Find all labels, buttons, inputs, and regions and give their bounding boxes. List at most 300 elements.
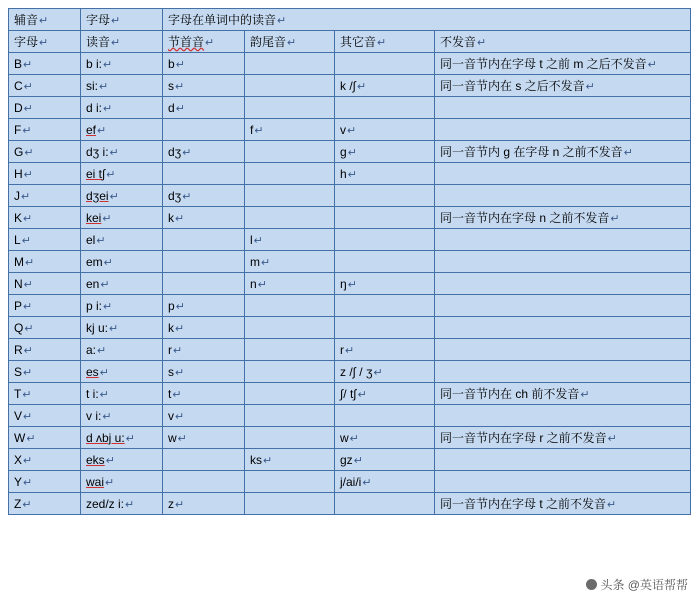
paragraph-mark-icon: ↵ <box>23 344 33 357</box>
cell-silent-rule-text: 同一音节内在字母 n 之前不发音 <box>440 211 610 225</box>
cell-letter-reading <box>81 471 163 493</box>
cell-final-sound <box>245 405 335 427</box>
paragraph-mark-icon: ↵ <box>610 213 620 225</box>
paragraph-mark-icon: ↵ <box>257 278 267 291</box>
cell-initial-sound <box>163 207 245 229</box>
cell-initial-sound-text: b <box>168 56 175 71</box>
cell-letter-reading-text: eks <box>86 452 105 467</box>
cell-letter-text: N <box>14 276 23 291</box>
cell-letter <box>9 449 81 471</box>
cell-silent-rule <box>435 405 691 427</box>
cell-initial-sound-text: t <box>168 386 172 401</box>
cell-letter <box>9 119 81 141</box>
toutiao-icon <box>586 579 597 590</box>
cell-letter-reading <box>81 119 163 141</box>
paragraph-mark-icon: ↵ <box>109 322 119 335</box>
table-row <box>9 53 691 75</box>
paragraph-mark-icon: ↵ <box>23 102 33 115</box>
cell-initial-sound-text: s <box>168 78 174 93</box>
cell-letter-text: C <box>14 78 23 93</box>
cell-other-sound-text: r <box>340 342 344 357</box>
cell-initial-sound-text: r <box>168 342 172 357</box>
header-cell-reading-line1 <box>81 9 163 31</box>
cell-final-sound-text: n <box>250 276 257 291</box>
paragraph-mark-icon: ↵ <box>261 256 271 269</box>
cell-other-sound <box>335 97 435 119</box>
paragraph-mark-icon: ↵ <box>580 389 590 401</box>
cell-letter-reading-text: em <box>86 254 103 269</box>
cell-other-sound <box>335 449 435 471</box>
cell-silent-rule-text: 同一音节内在 ch 前不发音 <box>440 387 580 401</box>
paragraph-mark-icon: ↵ <box>353 454 363 467</box>
cell-other-sound <box>335 141 435 163</box>
paragraph-mark-icon: ↵ <box>105 476 115 489</box>
cell-letter-text: S <box>14 364 23 379</box>
header-final-sound-text: 韵尾音 <box>250 35 287 49</box>
table-row <box>9 163 691 185</box>
paragraph-mark-icon: ↵ <box>99 366 109 379</box>
table-row <box>9 471 691 493</box>
cell-final-sound <box>245 471 335 493</box>
cell-silent-rule <box>435 317 691 339</box>
cell-letter <box>9 361 81 383</box>
paragraph-mark-icon: ↵ <box>25 256 35 269</box>
cell-letter-text: Z <box>14 496 22 511</box>
cell-letter-text: Y <box>14 474 23 489</box>
paragraph-mark-icon: ↵ <box>277 15 287 27</box>
header-other-sound-text: 其它音 <box>340 35 377 49</box>
cell-initial-sound-text: w <box>168 430 177 445</box>
cell-other-sound <box>335 53 435 75</box>
paragraph-mark-icon: ↵ <box>607 433 617 445</box>
cell-silent-rule <box>435 361 691 383</box>
cell-other-sound <box>335 185 435 207</box>
paragraph-mark-icon: ↵ <box>205 37 215 49</box>
cell-initial-sound <box>163 75 245 97</box>
table-row <box>9 119 691 141</box>
paragraph-mark-icon: ↵ <box>263 454 273 467</box>
cell-final-sound <box>245 229 335 251</box>
cell-letter-reading-text: el <box>86 232 96 247</box>
cell-letter <box>9 471 81 493</box>
header-letter-text-2: 字母 <box>14 35 39 49</box>
cell-initial-sound <box>163 273 245 295</box>
paragraph-mark-icon: ↵ <box>607 499 617 511</box>
cell-initial-sound-text: k <box>168 320 174 335</box>
paragraph-mark-icon: ↵ <box>97 124 107 137</box>
header-cell-letter-line2 <box>9 31 81 53</box>
cell-letter-reading-text: dʒ i: <box>86 144 109 159</box>
header-cell-initial-sound <box>163 31 245 53</box>
cell-letter-reading <box>81 361 163 383</box>
cell-other-sound-text: j/ai/i <box>340 474 362 489</box>
cell-final-sound <box>245 207 335 229</box>
paragraph-mark-icon: ↵ <box>623 147 633 159</box>
cell-silent-rule <box>435 449 691 471</box>
consonant-pronunciation-table <box>8 8 691 515</box>
cell-other-sound-text: w <box>340 430 349 445</box>
cell-other-sound-text: ∫/ t∫ <box>340 386 357 401</box>
table-header-row-1 <box>9 9 691 31</box>
cell-silent-rule <box>435 141 691 163</box>
cell-other-sound <box>335 273 435 295</box>
cell-letter-reading-text: ef <box>86 122 97 137</box>
cell-other-sound-text: k /∫ <box>340 78 356 93</box>
paragraph-mark-icon: ↵ <box>23 58 33 71</box>
cell-other-sound-text: ŋ <box>340 276 347 291</box>
cell-letter-text: H <box>14 166 23 181</box>
paragraph-mark-icon: ↵ <box>22 124 32 137</box>
paragraph-mark-icon: ↵ <box>24 146 34 159</box>
cell-letter-reading-text: si: <box>86 78 98 93</box>
table-row <box>9 185 691 207</box>
paragraph-mark-icon: ↵ <box>103 58 113 71</box>
table-row <box>9 207 691 229</box>
paragraph-mark-icon: ↵ <box>175 300 185 313</box>
cell-final-sound <box>245 273 335 295</box>
cell-letter-reading-text: wai <box>86 474 105 489</box>
table-row <box>9 449 691 471</box>
cell-silent-rule <box>435 427 691 449</box>
cell-initial-sound <box>163 119 245 141</box>
paragraph-mark-icon: ↵ <box>96 234 106 247</box>
cell-letter-reading-text: es <box>86 364 99 379</box>
cell-other-sound <box>335 229 435 251</box>
table-row <box>9 339 691 361</box>
cell-initial-sound-text: z <box>168 496 174 511</box>
paragraph-mark-icon: ↵ <box>254 124 264 137</box>
cell-initial-sound <box>163 383 245 405</box>
cell-letter <box>9 141 81 163</box>
paragraph-mark-icon: ↵ <box>175 322 185 335</box>
cell-final-sound <box>245 53 335 75</box>
paragraph-mark-icon: ↵ <box>97 344 107 357</box>
cell-letter <box>9 229 81 251</box>
paragraph-mark-icon: ↵ <box>182 190 192 203</box>
watermark <box>586 576 688 593</box>
cell-letter-text: J <box>14 188 20 203</box>
cell-silent-rule <box>435 295 691 317</box>
header-cell-silent <box>435 31 691 53</box>
cell-other-sound <box>335 493 435 515</box>
cell-initial-sound-text: dʒ <box>168 188 182 203</box>
paragraph-mark-icon: ↵ <box>125 432 135 445</box>
cell-other-sound-text: h <box>340 166 347 181</box>
cell-letter <box>9 427 81 449</box>
paragraph-mark-icon: ↵ <box>111 37 121 49</box>
cell-silent-rule <box>435 339 691 361</box>
cell-initial-sound-text: k <box>168 210 174 225</box>
header-cell-final-sound <box>245 31 335 53</box>
paragraph-mark-icon: ↵ <box>23 366 33 379</box>
cell-letter-reading <box>81 207 163 229</box>
paragraph-mark-icon: ↵ <box>182 146 192 159</box>
paragraph-mark-icon: ↵ <box>109 146 119 159</box>
cell-other-sound-text: v <box>340 122 346 137</box>
cell-silent-rule <box>435 229 691 251</box>
cell-final-sound <box>245 251 335 273</box>
paragraph-mark-icon: ↵ <box>347 278 357 291</box>
table-row <box>9 251 691 273</box>
table-row <box>9 295 691 317</box>
cell-letter <box>9 75 81 97</box>
paragraph-mark-icon: ↵ <box>647 59 657 71</box>
cell-silent-rule <box>435 493 691 515</box>
cell-letter-text: D <box>14 100 23 115</box>
paragraph-mark-icon: ↵ <box>23 476 33 489</box>
cell-other-sound <box>335 119 435 141</box>
table-body <box>9 53 691 515</box>
cell-initial-sound <box>163 295 245 317</box>
cell-letter-text: P <box>14 298 23 313</box>
cell-letter-reading <box>81 97 163 119</box>
cell-silent-rule <box>435 383 691 405</box>
paragraph-mark-icon: ↵ <box>373 366 383 379</box>
cell-letter-text: K <box>14 210 23 225</box>
paragraph-mark-icon: ↵ <box>103 102 113 115</box>
cell-final-sound-text: f <box>250 122 254 137</box>
cell-final-sound <box>245 449 335 471</box>
cell-silent-rule <box>435 185 691 207</box>
header-cell-reading-line2 <box>81 31 163 53</box>
paragraph-mark-icon: ↵ <box>23 410 33 423</box>
paragraph-mark-icon: ↵ <box>177 432 187 445</box>
cell-initial-sound <box>163 163 245 185</box>
cell-letter-reading-text: kei <box>86 210 102 225</box>
cell-initial-sound-text: v <box>168 408 174 423</box>
cell-letter <box>9 405 81 427</box>
cell-letter-reading <box>81 405 163 427</box>
header-letter-text-1: 辅音 <box>14 13 39 27</box>
cell-initial-sound-text: p <box>168 298 175 313</box>
cell-other-sound <box>335 163 435 185</box>
cell-final-sound <box>245 75 335 97</box>
watermark-text: 头条 @英语帮帮 <box>600 578 688 592</box>
cell-letter-text: G <box>14 144 24 159</box>
cell-final-sound <box>245 295 335 317</box>
cell-silent-rule <box>435 207 691 229</box>
cell-other-sound-text: gz <box>340 452 353 467</box>
paragraph-mark-icon: ↵ <box>23 300 33 313</box>
cell-letter-reading <box>81 141 163 163</box>
paragraph-mark-icon: ↵ <box>21 190 31 203</box>
paragraph-mark-icon: ↵ <box>111 15 121 27</box>
header-silent-text: 不发音 <box>440 35 477 49</box>
cell-letter <box>9 383 81 405</box>
paragraph-mark-icon: ↵ <box>23 454 33 467</box>
paragraph-mark-icon: ↵ <box>102 212 112 225</box>
cell-final-sound <box>245 361 335 383</box>
cell-silent-rule <box>435 119 691 141</box>
cell-final-sound <box>245 119 335 141</box>
paragraph-mark-icon: ↵ <box>24 322 34 335</box>
paragraph-mark-icon: ↵ <box>105 454 115 467</box>
cell-other-sound-text: z /∫ / ʒ <box>340 364 373 379</box>
paragraph-mark-icon: ↵ <box>356 80 367 93</box>
cell-letter-text: M <box>14 254 24 269</box>
cell-letter-text: W <box>14 430 26 445</box>
cell-letter <box>9 163 81 185</box>
cell-final-sound <box>245 383 335 405</box>
cell-letter-reading-text: t i: <box>86 386 99 401</box>
cell-letter <box>9 493 81 515</box>
cell-initial-sound <box>163 229 245 251</box>
cell-initial-sound <box>163 97 245 119</box>
header-cell-other-sound <box>335 31 435 53</box>
paragraph-mark-icon: ↵ <box>347 168 357 181</box>
cell-letter-reading <box>81 449 163 471</box>
cell-final-sound <box>245 163 335 185</box>
paragraph-mark-icon: ↵ <box>347 124 357 137</box>
cell-initial-sound-text: d <box>168 100 175 115</box>
cell-letter <box>9 207 81 229</box>
cell-other-sound <box>335 427 435 449</box>
paragraph-mark-icon: ↵ <box>100 278 110 291</box>
cell-silent-rule-text: 同一音节内 g 在字母 n 之前不发音 <box>440 145 623 159</box>
table-row <box>9 75 691 97</box>
cell-letter-reading <box>81 251 163 273</box>
cell-other-sound <box>335 251 435 273</box>
cell-final-sound <box>245 97 335 119</box>
cell-letter-reading <box>81 75 163 97</box>
paragraph-mark-icon: ↵ <box>39 37 49 49</box>
cell-letter-reading-text: p i: <box>86 298 103 313</box>
header-cell-word-reading <box>163 9 691 31</box>
paragraph-mark-icon: ↵ <box>23 168 33 181</box>
paragraph-mark-icon: ↵ <box>362 476 372 489</box>
paragraph-mark-icon: ↵ <box>103 300 113 313</box>
paragraph-mark-icon: ↵ <box>287 37 297 49</box>
cell-letter-reading-text: dʒei <box>86 188 109 203</box>
cell-letter-reading-text: d ʌbj u: <box>86 430 125 445</box>
cell-letter-reading-text: kj u: <box>86 320 109 335</box>
cell-letter-text: B <box>14 56 23 71</box>
cell-letter-text: V <box>14 408 23 423</box>
table-row <box>9 273 691 295</box>
paragraph-mark-icon: ↵ <box>125 498 135 511</box>
paragraph-mark-icon: ↵ <box>22 388 32 401</box>
header-reading-text-2: 读音 <box>86 35 111 49</box>
header-initial-sound-text: 节首音 <box>168 35 205 49</box>
paragraph-mark-icon: ↵ <box>175 58 185 71</box>
table-row <box>9 317 691 339</box>
paragraph-mark-icon: ↵ <box>477 37 487 49</box>
table-row <box>9 493 691 515</box>
cell-silent-rule-text: 同一音节内在字母 t 之前不发音 <box>440 497 607 511</box>
cell-letter <box>9 317 81 339</box>
cell-silent-rule-text: 同一音节内在字母 t 之前 m 之后不发音 <box>440 57 647 71</box>
paragraph-mark-icon: ↵ <box>175 102 185 115</box>
cell-letter-reading-text: ei t∫ <box>86 166 106 181</box>
cell-letter-text: R <box>14 342 23 357</box>
header-cell-letter-line1 <box>9 9 81 31</box>
cell-initial-sound <box>163 449 245 471</box>
cell-final-sound-text: l <box>250 232 253 247</box>
paragraph-mark-icon: ↵ <box>22 498 32 511</box>
cell-final-sound-text: m <box>250 254 260 269</box>
cell-other-sound <box>335 75 435 97</box>
cell-final-sound <box>245 185 335 207</box>
cell-letter-reading <box>81 53 163 75</box>
cell-letter-reading <box>81 273 163 295</box>
table-row <box>9 383 691 405</box>
cell-letter-reading <box>81 295 163 317</box>
cell-final-sound <box>245 317 335 339</box>
cell-letter-text: T <box>14 386 22 401</box>
paragraph-mark-icon: ↵ <box>175 366 185 379</box>
cell-letter-reading-text: v i: <box>86 408 102 423</box>
cell-letter-reading <box>81 163 163 185</box>
table-row <box>9 361 691 383</box>
cell-final-sound <box>245 339 335 361</box>
paragraph-mark-icon: ↵ <box>347 146 357 159</box>
cell-initial-sound-text: dʒ <box>168 144 182 159</box>
paragraph-mark-icon: ↵ <box>99 80 109 93</box>
cell-other-sound <box>335 207 435 229</box>
cell-initial-sound-text: s <box>168 364 174 379</box>
table-header-row-2 <box>9 31 691 53</box>
paragraph-mark-icon: ↵ <box>357 388 367 401</box>
paragraph-mark-icon: ↵ <box>173 344 183 357</box>
cell-initial-sound <box>163 317 245 339</box>
phonics-table-container <box>8 8 690 515</box>
cell-initial-sound <box>163 405 245 427</box>
table-row <box>9 229 691 251</box>
paragraph-mark-icon: ↵ <box>103 256 113 269</box>
cell-letter-reading <box>81 339 163 361</box>
cell-final-sound <box>245 493 335 515</box>
cell-letter-reading <box>81 427 163 449</box>
cell-letter-text: X <box>14 452 23 467</box>
cell-letter <box>9 53 81 75</box>
table-row <box>9 141 691 163</box>
cell-silent-rule <box>435 75 691 97</box>
paragraph-mark-icon: ↵ <box>39 15 49 27</box>
cell-silent-rule <box>435 53 691 75</box>
cell-letter-reading <box>81 229 163 251</box>
cell-letter <box>9 339 81 361</box>
cell-silent-rule <box>435 273 691 295</box>
cell-initial-sound <box>163 141 245 163</box>
cell-initial-sound <box>163 427 245 449</box>
paragraph-mark-icon: ↵ <box>21 234 31 247</box>
paragraph-mark-icon: ↵ <box>349 432 359 445</box>
cell-silent-rule <box>435 251 691 273</box>
paragraph-mark-icon: ↵ <box>175 498 185 511</box>
paragraph-mark-icon: ↵ <box>26 432 36 445</box>
cell-other-sound <box>335 339 435 361</box>
cell-final-sound-text: ks <box>250 452 262 467</box>
paragraph-mark-icon: ↵ <box>175 212 185 225</box>
cell-letter-reading-text: a: <box>86 342 97 357</box>
cell-other-sound <box>335 295 435 317</box>
cell-initial-sound <box>163 471 245 493</box>
paragraph-mark-icon: ↵ <box>377 37 387 49</box>
table-row <box>9 97 691 119</box>
cell-final-sound <box>245 141 335 163</box>
cell-letter <box>9 251 81 273</box>
cell-letter <box>9 273 81 295</box>
cell-letter <box>9 185 81 207</box>
cell-initial-sound <box>163 339 245 361</box>
cell-letter-reading-text: d i: <box>86 100 103 115</box>
paragraph-mark-icon: ↵ <box>23 212 33 225</box>
cell-letter <box>9 295 81 317</box>
header-word-reading-text: 字母在单词中的读音 <box>168 13 277 27</box>
cell-silent-rule <box>435 471 691 493</box>
cell-silent-rule <box>435 97 691 119</box>
cell-silent-rule-text: 同一音节内在 s 之后不发音 <box>440 79 585 93</box>
